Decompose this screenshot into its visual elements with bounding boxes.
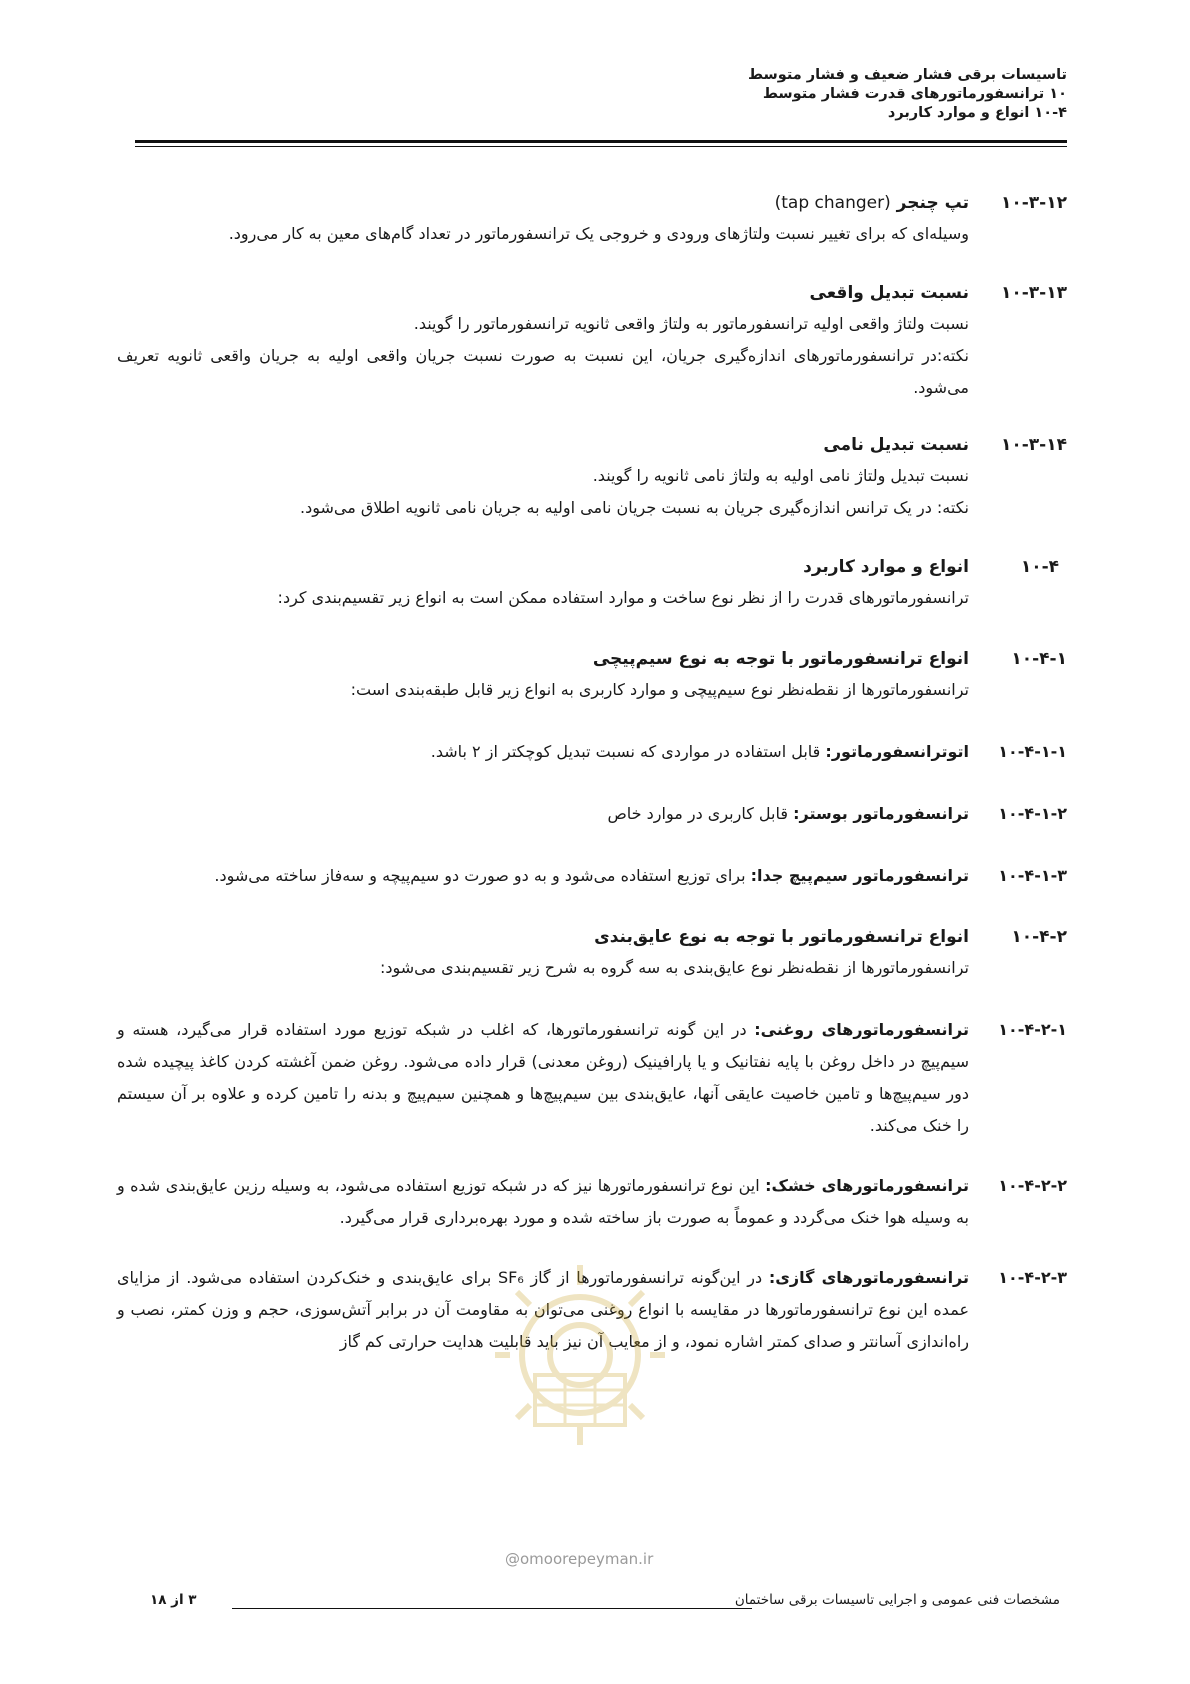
paragraph: ترانسفورماتورها از نقطه‌نظر نوع عایق‌بندی به سه گروه به شرح زیر تقسیم‌بندی می‌شود:: [379, 958, 969, 977]
footer-title: مشخصات فنی عمومی و اجرایی تاسیسات برقی ساختمان: [734, 1592, 1060, 1608]
paragraph: ترانسفورماتورهای قدرت را از نظر نوع ساخت و موارد استفاده ممکن است به انواع زیر تقسیم‌بندی کرد:: [277, 588, 969, 607]
section-number: ۱۰-۳-۱۴: [1001, 435, 1067, 455]
section-number: ۱۰-۴-۲: [1011, 927, 1067, 947]
paragraph: نسبت ولتاژ واقعی اولیه ترانسفورماتور به ولتاژ واقعی ثانویه ترانسفورماتور را گویند.: [413, 314, 969, 333]
item-number: ۱۰-۴-۲-۳: [998, 1268, 1067, 1287]
section-number: ۱۰-۳-۱۳: [1001, 283, 1067, 303]
section-10-4: [117, 552, 1067, 614]
paragraph: وسیله‌ای که برای تغییر نسبت ولتاژهای ورودی و خروجی یک ترانسفورماتور در تعداد گام‌های معین به کار می‌رود.: [228, 224, 969, 243]
section-number: ۱۰-۴-۱: [1011, 649, 1067, 669]
item-term: اتوترانسفورماتور:: [825, 742, 969, 761]
item-text: در این‌گونه ترانسفورماتورها از گاز SF₆ برای عایق‌بندی و خنک‌کردن استفاده می‌شود. از مزایای عمده این نوع ترانسفورماتورها در مقایسه با انواع روغنی می‌توان به مقاومت آن در برابر آتش‌سوزی، حجم و وزن کمتر، نصب و راه‌اندازی آسانتر و صدای کمتر اشاره نمود، و از معایب آن نیز باید قابلیت هدایت حرارتی کم گاز: [117, 1268, 969, 1351]
header-line-2: ۱۰ ترانسفورماتورهای قدرت فشار متوسط: [762, 86, 1067, 102]
item-text: برای توزیع استفاده می‌شود و به دو صورت دو سیم‌پیچه و سه‌فاز ساخته می‌شود.: [214, 866, 746, 885]
page-footer: [150, 1592, 1060, 1616]
header-line-3: ۱۰-۴ انواع و موارد کاربرد: [887, 105, 1067, 121]
section-10-3-14: [117, 430, 1067, 524]
item-number: ۱۰-۴-۱-۳: [998, 866, 1067, 885]
list-item: [117, 736, 1067, 768]
item-term: ترانسفورماتور سیم‌پیچ جدا:: [750, 866, 969, 885]
item-number: ۱۰-۴-۱-۱: [998, 742, 1067, 761]
item-text: قابل استفاده در مواردی که نسبت تبدیل کوچکتر از ۲ باشد.: [430, 742, 821, 761]
item-term: ترانسفورماتورهای گازی:: [768, 1268, 970, 1287]
list-item: [117, 860, 1067, 892]
list-item: [117, 798, 1067, 830]
section-title: انواع ترانسفورماتور با توجه به نوع سیم‌پیچی: [592, 649, 969, 669]
section-title-latin: (tap changer): [774, 193, 891, 213]
list-item: [117, 1014, 1067, 1142]
list-item: [117, 1170, 1067, 1234]
section-title: تپ چنجر (tap changer): [774, 193, 969, 213]
item-text: این نوع ترانسفورماتورها نیز که در شبکه توزیع استفاده می‌شود، به وسیله رزین عایق‌بندی شده و به وسیله هوا خنک می‌گردد و عموماً به صورت باز ساخته شده و مورد بهره‌برداری قرار می‌گیرد.: [117, 1176, 969, 1227]
section-title: انواع و موارد کاربرد: [803, 557, 969, 577]
watermark-url: @omoorepeyman.ir: [505, 1550, 654, 1568]
item-term: ترانسفورماتورهای خشک:: [765, 1176, 969, 1195]
section-title: انواع ترانسفورماتور با توجه به نوع عایق‌بندی: [594, 927, 969, 947]
item-term: ترانسفورماتورهای روغنی:: [754, 1020, 969, 1039]
header-rule-thick: [135, 140, 1067, 143]
page-content: [117, 188, 1067, 1358]
section-10-3-13: [117, 278, 1067, 404]
paragraph: ترانسفورماتورها از نقطه‌نظر نوع سیم‌پیچی و موارد کاربری به انواع زیر قابل طبقه‌بندی است:: [350, 680, 969, 699]
page-number: ۳ از ۱۸: [150, 1592, 197, 1608]
paragraph: نسبت تبدیل ولتاژ نامی اولیه به ولتاژ نامی ثانویه را گویند.: [592, 466, 969, 485]
section-title: نسبت تبدیل واقعی: [809, 283, 969, 303]
header-line-1: تاسیسات برقی فشار ضعیف و فشار متوسط: [747, 67, 1067, 83]
section-title: نسبت تبدیل نامی: [823, 435, 969, 455]
running-header: [137, 66, 1067, 123]
section-10-4-1: [117, 644, 1067, 706]
note-paragraph: نکته: در یک ترانس اندازه‌گیری جریان به نسبت جریان نامی اولیه به جریان نامی ثانویه اطلاق می‌شود.: [300, 498, 969, 517]
item-text: قابل کاربری در موارد خاص: [607, 804, 789, 823]
list-item: [117, 1262, 1067, 1358]
item-number: ۱۰-۴-۲-۱: [998, 1020, 1067, 1039]
section-number: ۱۰-۴: [1020, 557, 1059, 577]
section-10-4-2: [117, 922, 1067, 984]
note-paragraph: نکته:در ترانسفورماتورهای اندازه‌گیری جریان، این نسبت به صورت نسبت جریان واقعی اولیه به جریان واقعی ثانویه تعریف می‌شود.: [117, 346, 969, 397]
item-number: ۱۰-۴-۲-۲: [998, 1176, 1067, 1195]
item-term: ترانسفورماتور بوستر:: [793, 804, 969, 823]
item-number: ۱۰-۴-۱-۲: [998, 804, 1067, 823]
section-number: ۱۰-۳-۱۲: [1001, 193, 1067, 213]
header-rule-thin: [135, 146, 1067, 147]
footer-rule: [232, 1608, 752, 1609]
item-text: در این گونه ترانسفورماتورها، که اغلب در شبکه توزیع مورد استفاده قرار می‌گیرد، هسته و سیم‌پیچ در داخل روغن با پایه نفتانیک و یا پارافینیک (روغن معدنی) قرار داده می‌شود. روغن ضمن آغشته کردن کاغذ پیچیده شده دور سیم‌پیچ‌ها و تامین خاصیت عایقی آنها، عایق‌بندی بین سیم‌پیچ‌ها و همچنین سیم‌پیچ و بدنه را تامین کرده و علاوه بر آن سیستم را خنک می‌کند.: [117, 1020, 969, 1135]
section-10-3-12: [117, 188, 1067, 250]
